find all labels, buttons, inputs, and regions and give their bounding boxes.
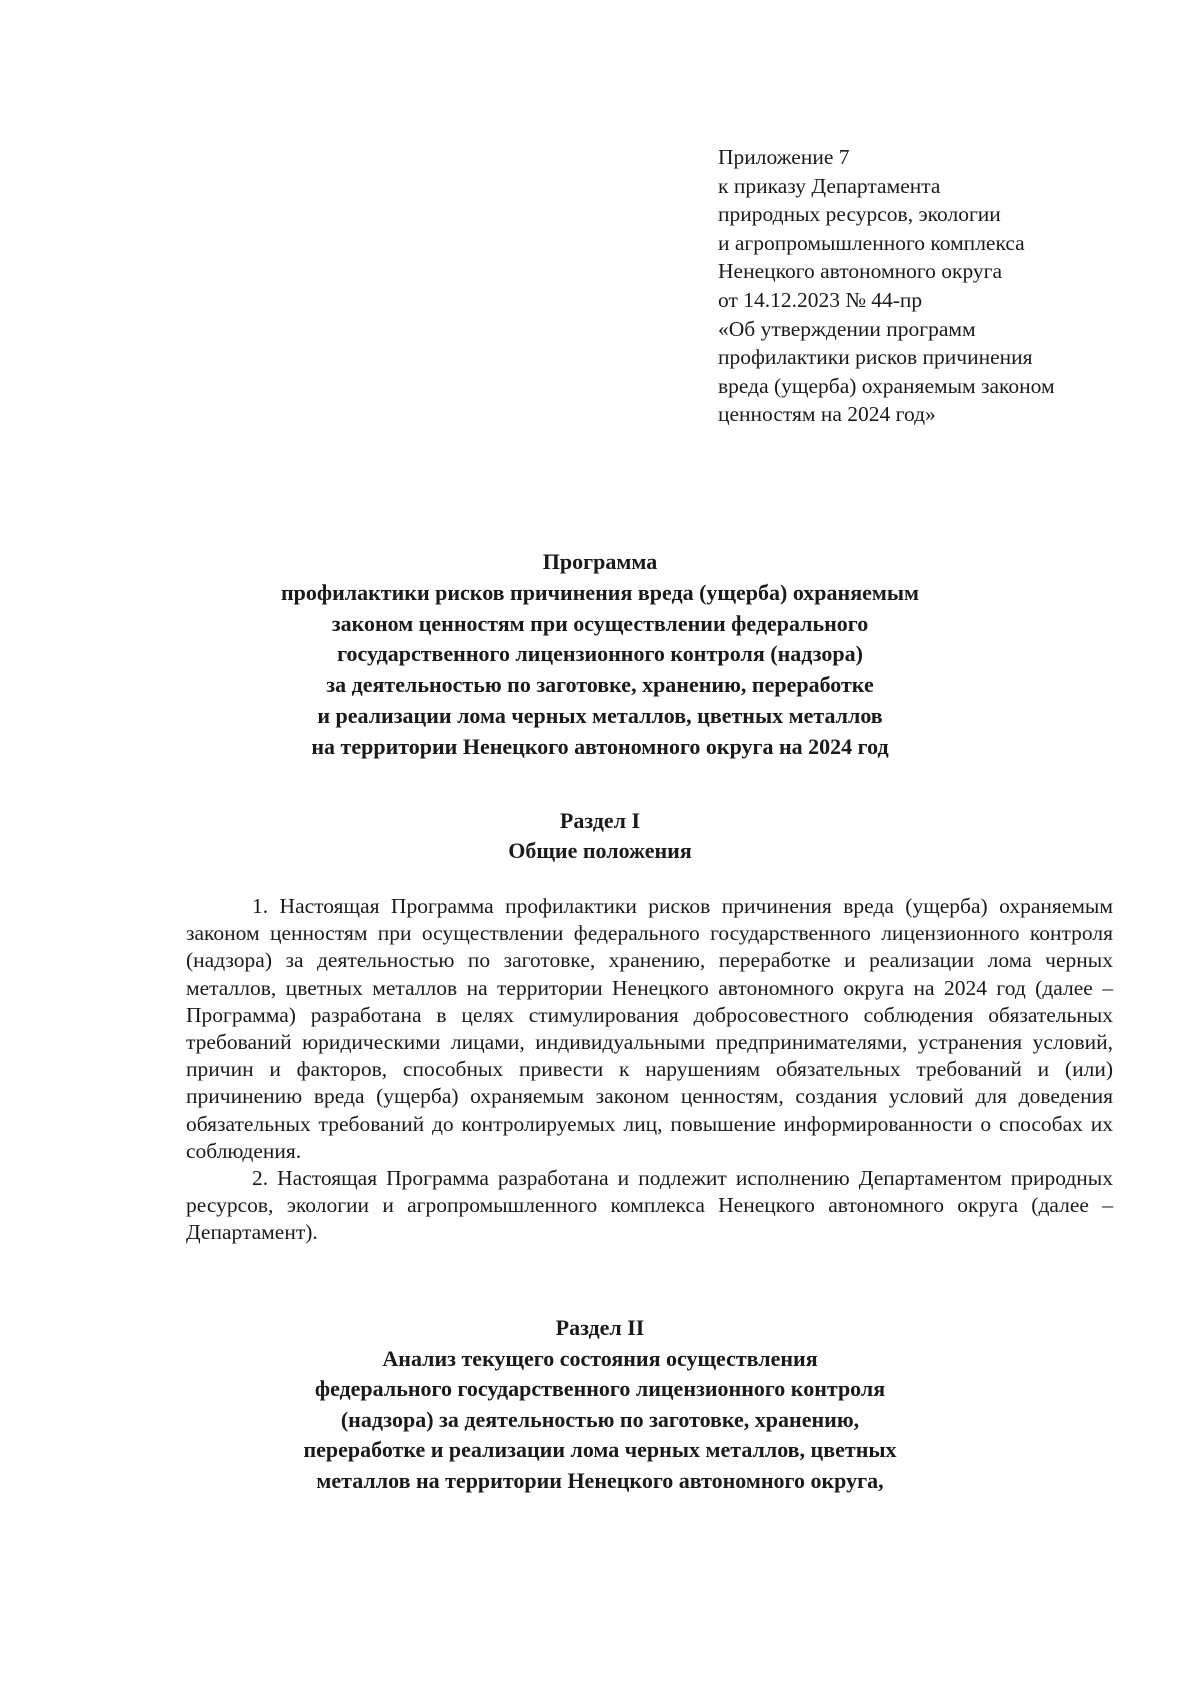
program-title xyxy=(0,547,1200,763)
section-2-heading xyxy=(0,1313,1200,1497)
section-2-title-line: переработке и реализации лома черных металлов, цветных xyxy=(303,1437,897,1463)
program-title-line: профилактики рисков причинения вреда (ущерба) охраняемым xyxy=(280,579,920,605)
appendix-line: вреда (ущерба) охраняемым законом xyxy=(718,373,1055,398)
program-title-line: законом ценностям при осуществлении федерального xyxy=(331,610,869,636)
appendix-header xyxy=(718,143,1158,429)
section-1-heading xyxy=(0,806,1200,866)
section-2-title-line: металлов на территории Ненецкого автономного округа, xyxy=(316,1467,884,1493)
appendix-line: и агропромышленного комплекса xyxy=(718,230,1025,255)
section-2-title-line: (надзора) за деятельностью по заготовке, хранению, xyxy=(340,1406,860,1432)
program-title-line: и реализации лома черных металлов, цветных металлов xyxy=(317,702,883,728)
program-title-line: на территории Ненецкого автономного округа на 2024 год xyxy=(311,733,889,759)
appendix-line: от 14.12.2023 № 44-пр xyxy=(718,287,923,312)
program-title-line: государственного лицензионного контроля (надзора) xyxy=(337,641,863,667)
program-title-line: Программа xyxy=(542,549,658,574)
paragraph-1: 1. Настоящая Программа профилактики рисков причинения вреда (ущерба) охраняемым законом ценностям при осуществлении федерального государственного лицензионного контроля (надзора) за деятельностью по заготовке, хранению, переработке и реализации лома черных металлов, цветных металлов на территории Ненецкого автономного округа на 2024 год (далее – Программа) разработана в целях стимулирования добросовестного соблюдения обязательных требований юридическими лицами, индивидуальными предпринимателями, устранения условий, причин и факторов, способных привести к нарушениям обязательных требований и (или) причинению вреда (ущерба) охраняемым законом ценностям, создания условий для доведения обязательных требований до контролируемых лиц, повышение информированности о способах их соблюдения. xyxy=(186,894,1113,1163)
appendix-line: «Об утверждении программ xyxy=(718,316,976,341)
appendix-line: к приказу Департамента xyxy=(718,173,941,198)
section-2-title-line: федерального государственного лицензионного контроля xyxy=(314,1376,886,1402)
section-1-number: Раздел I xyxy=(559,808,641,833)
appendix-line: профилактики рисков причинения xyxy=(718,345,1033,370)
section-2-title-line: Анализ текущего состояния осуществления xyxy=(382,1345,818,1371)
section-1-body xyxy=(186,893,1113,1247)
paragraph-2: 2. Настоящая Программа разработана и подлежит исполнению Департаментом природных ресурсов, экологии и агропромышленного комплекса Ненецкого автономного округа (далее – Департамент). xyxy=(186,1166,1113,1245)
appendix-line: Ненецкого автономного округа xyxy=(718,259,1003,284)
appendix-line: ценностям на 2024 год» xyxy=(718,402,936,427)
section-2-number: Раздел II xyxy=(555,1315,645,1340)
appendix-line: Приложение 7 xyxy=(718,145,850,169)
appendix-line: природных ресурсов, экологии xyxy=(718,202,1001,227)
section-1-title: Общие положения xyxy=(508,838,692,863)
program-title-line: за деятельностью по заготовке, хранению, переработке xyxy=(326,672,874,698)
